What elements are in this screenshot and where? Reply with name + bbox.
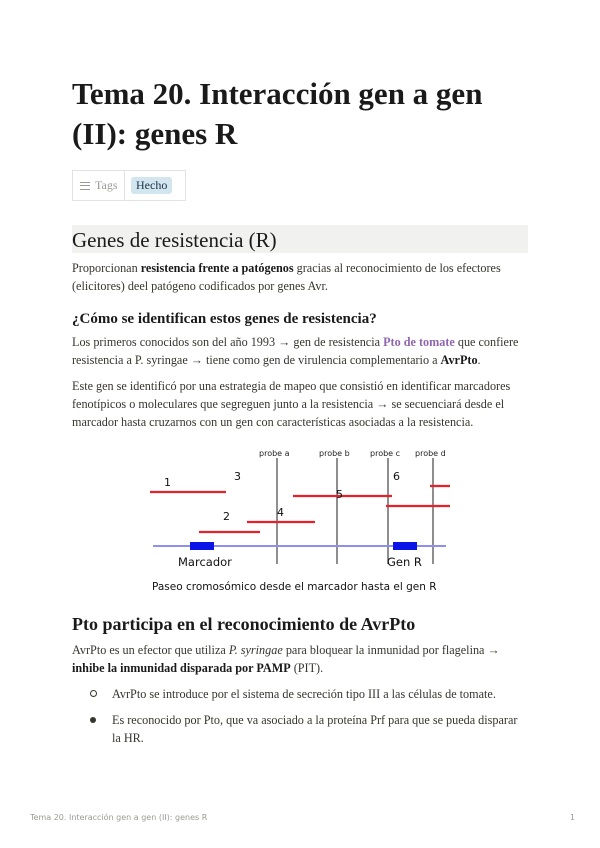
- probe-label: probe c: [370, 449, 401, 458]
- section-heading-genes-resistencia: Genes de resistencia (R): [72, 225, 528, 253]
- intro-paragraph: Proporcionan resistencia frente a patógenos gracias al reconocimiento de los efectores (elicitores) deel patógeno codificados por genes Avr.: [72, 261, 501, 293]
- gene-label: Gen R: [387, 555, 422, 569]
- probe-label: probe b: [319, 449, 350, 458]
- list-item: Es reconocido por Pto, que va asociado a la proteína Prf para que se pueda disparar la HR.: [90, 711, 528, 747]
- figure-caption: Paseo cromosómico desde el marcador hasta el gen R: [152, 581, 437, 593]
- probe-label: probe a: [259, 449, 290, 458]
- page-number: 1: [569, 813, 575, 822]
- paragraph-pto: Los primeros conocidos son del año 1993 → gen de resistencia Pto de tomate que confiere resistencia a P. syringae → tiene como gen de virulencia complementario a AvrPto.: [72, 335, 519, 367]
- page-title: Tema 20. Interacción gen a gen (II): genes R: [72, 76, 483, 151]
- marker-block: [190, 542, 214, 550]
- chromosome-walk-figure: [150, 444, 450, 594]
- tags-property: [72, 170, 186, 201]
- segment-label: 4: [277, 506, 284, 519]
- marker-label: Marcador: [178, 555, 232, 569]
- paragraph-mapeo: Este gen se identificó por una estrategia de mapeo que consistió en identificar marcadores fenotípicos o moleculares que segreguen junto a la resistencia → se secuenciará desde el marcador hasta cruzarnos con un gen con características asociadas a la resistencia.: [72, 379, 511, 429]
- list-icon: [80, 182, 90, 190]
- tags-label-cell: [73, 171, 125, 200]
- tag-badge[interactable]: Hecho: [131, 177, 172, 194]
- segment-label: 5: [336, 488, 343, 501]
- hollow-bullet-icon: [90, 690, 97, 697]
- pto-link[interactable]: Pto de tomate: [383, 335, 455, 349]
- segment-label: 1: [164, 476, 171, 489]
- list-item: AvrPto se introduce por el sistema de secreción tipo III a las células de tomate.: [90, 685, 528, 703]
- probe-label: probe d: [415, 449, 446, 458]
- page-footer: [30, 813, 575, 822]
- subheading-identificacion: ¿Cómo se identifican estos genes de resistencia?: [72, 311, 377, 327]
- bullet-icon: [90, 717, 96, 723]
- tags-label: Tags: [95, 178, 118, 192]
- segment-label: 3: [234, 470, 241, 483]
- section-heading-pto: Pto participa en el reconocimiento de AvrPto: [72, 614, 416, 634]
- segment-label: 6: [393, 470, 400, 483]
- segment-label: 2: [223, 510, 230, 523]
- footer-title: Tema 20. Interacción gen a gen (II): genes R: [30, 813, 208, 822]
- gene-block: [393, 542, 417, 550]
- paragraph-avrpto: AvrPto es un efector que utiliza P. syringae para bloquear la inmunidad por flagelina → inhibe la inmunidad disparada por PAMP (PIT).: [72, 643, 500, 675]
